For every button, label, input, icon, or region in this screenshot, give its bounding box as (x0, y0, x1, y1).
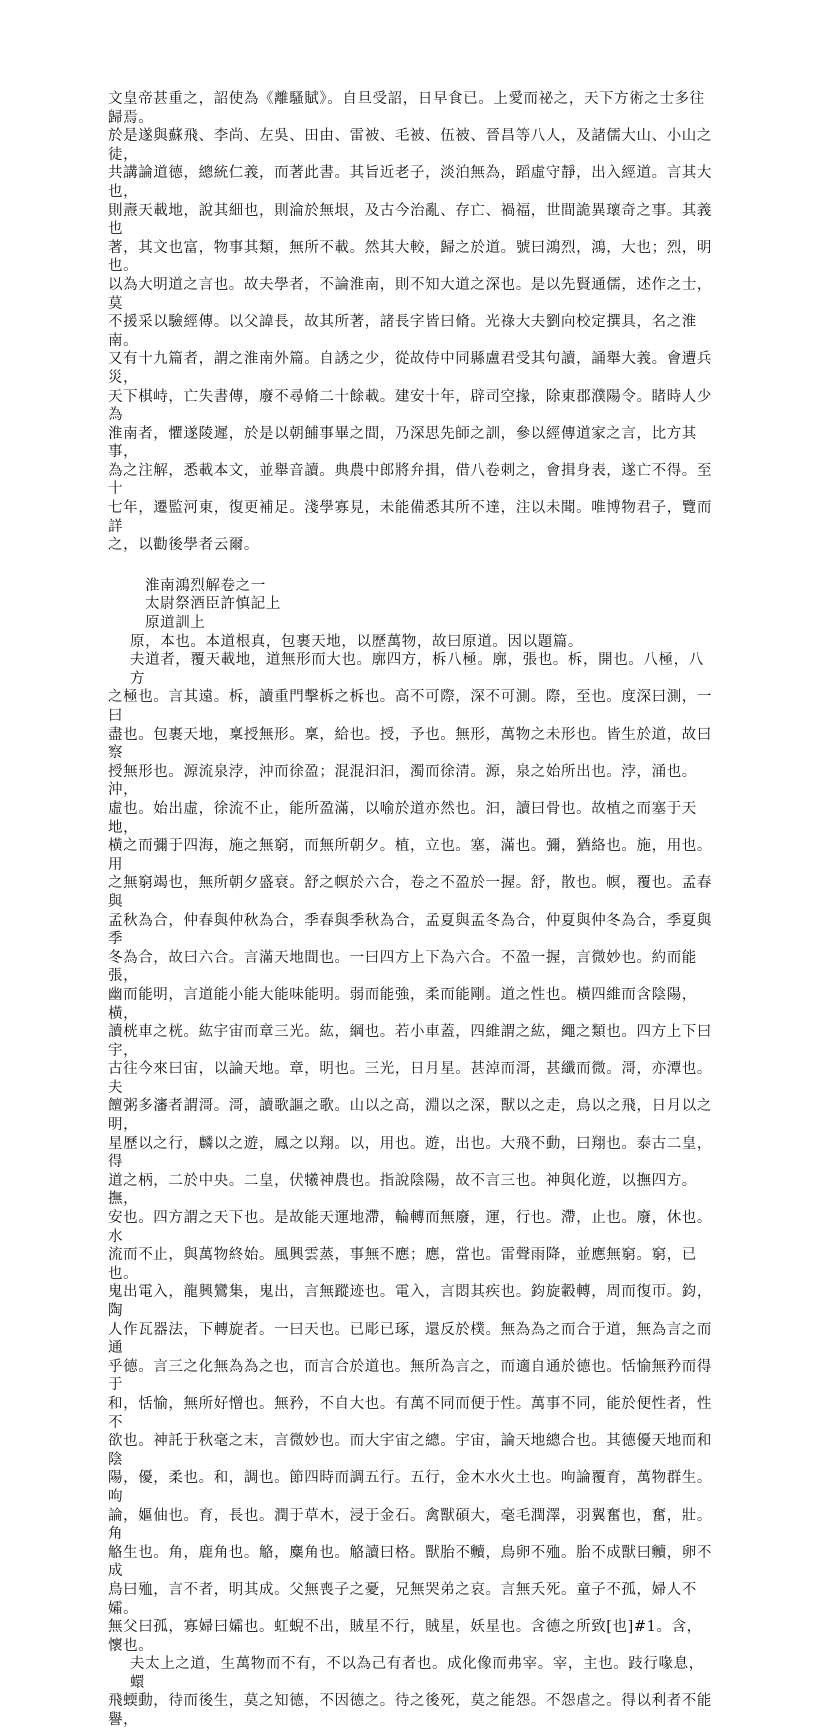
body-line: 授無形也。源流泉浡，沖而徐盈；混混汩汩，濁而徐清。源，泉之始所出也。浡，涌也。沖， (108, 763, 697, 799)
preface-line: 天下棋峙，亡失書傳，廢不尋脩二十餘載。建安十年，辟司空掾，除東郡濮陽令。睹時人少為 (108, 388, 712, 424)
body-line: 論，嫗伷也。育，長也。潤于草木，浸于金石。禽獸碩大，毫毛潤澤，羽翼奮也，奮，壯。角 (108, 1507, 712, 1543)
body-line: 孟秋為合，仲春與仲秋為合，季春與季秋為合，孟夏與孟冬為合，仲夏與仲冬為合，季夏與季 (108, 912, 712, 948)
body-line: 人作瓦器法，下轉旋者。一曰天也。已彫已琢，還反於樸。無為為之而合于道，無為言之而通 (108, 1321, 712, 1357)
body-line: 虛也。始出虛，徐流不止，能所盈滿，以喻於道亦然也。汩，讀曰骨也。故植之而塞于天地， (108, 800, 697, 836)
preface-line: 為之注解，悉載本文，並舉音讀。典農中郎將弁揖，借八卷刺之，會揖身表，遂亡不得。至十 (108, 462, 712, 498)
preface-line: 之，以勸後學者云爾。 (108, 537, 259, 554)
body-line: 夫道者，覆天載地，道無形而大也。廓四方，柝八極。廓，張也。柝，開也。八極，八方 (130, 652, 704, 687)
body-text (108, 633, 713, 1730)
book-title-heading: 淮南鴻烈解卷之一 (145, 577, 266, 594)
body-line: 流而不止，與萬物終始。風興雲蒸，事無不應；應，當也。雷聲雨降，並應無窮。窮，已也。 (108, 1247, 697, 1282)
body-line: 幽而能明，言道能小能大能味能明。弱而能強，柔而能剛。道之性也。橫四維而含陰陽，橫， (108, 986, 697, 1022)
body-line: 讀桄車之桄。紘宇宙而章三光。紘，綱也。若小車蓋，四維謂之紘，繩之類也。四方上下曰宇， (108, 1024, 712, 1059)
body-line: 欲也。神託于秋毫之末，言微妙也。而大宇宙之總。宇宙，論天地總合也。其德優天地而和陰 (108, 1433, 712, 1468)
body-line: 觡生也。角，鹿角也。觡，麋角也。觡讀曰格。獸胎不贕，鳥卵不殈。胎不成獸曰贕，卵不成 (108, 1544, 712, 1580)
body-line: 夫太上之道，生萬物而不有，不以為己有者也。成化像而弗宰。宰，主也。跂行喙息，蠉 (130, 1656, 704, 1691)
body-line: 鬼出電入，龍興鸞集，鬼出，言無蹤迹也。電入，言悶其疾也。鈞旋轂轉，周而復帀。鈞，陶 (108, 1284, 712, 1319)
preface-line: 則燾天載地，說其細也，則淪於無垠，及古今治亂、存亡、禍福，世間詭異瓌奇之事。其義也 (108, 202, 712, 238)
body-line: 冬為合，故曰六合。言滿天地間也。一曰四方上下為六合。不盈一握，言微妙也。約而能張， (108, 949, 697, 985)
preface-line: 於是遂與蘇飛、李尚、左吳、田由、雷被、毛被、伍被、晉昌等八人，及諸儒大山、小山之徒， (108, 128, 712, 163)
author-heading: 太尉祭酒臣許慎記上 (145, 596, 281, 613)
document-page (108, 90, 713, 1730)
body-line: 原，本也。本道根真，包裹天地，以歷萬物，故曰原道。因以題篇。 (130, 633, 583, 650)
body-line: 之極也。言其遠。柝，讀重門擊柝之柝也。高不可際，深不可測。際，至也。度深曰測，一曰 (108, 689, 712, 724)
preface-line: 不援采以驗經傳。以父諱長，故其所著，諸長字皆曰脩。光祿大夫劉向校定撰具，名之淮南。 (108, 314, 697, 349)
body-line: 安也。四方謂之天下也。是故能天運地滯，輪轉而無廢，運，行也。滯，止也。廢，休也。水 (108, 1210, 712, 1245)
preface-line: 淮南者，懼遂陵遲，於是以朝餔事畢之間，乃深思先師之訓，參以經傳道家之言，比方其事， (108, 425, 697, 461)
preface-line: 七年，遷監河東，復更補足。淺學寡見，未能備悉其所不達，注以未聞。唯博物君子，覽而詳 (108, 500, 712, 535)
preface-paragraph (108, 90, 713, 555)
body-line: 無父曰孤，寡婦曰孀也。虹蜺不出，賊星不行，賊星，妖星也。含德之所致[也]#1。含，懷也。 (108, 1619, 702, 1654)
chapter-headings (108, 577, 713, 633)
preface-line: 又有十九篇者，謂之淮南外篇。自誘之少，從故侍中同縣盧君受其句讀，誦舉大義。會遭兵災， (108, 351, 712, 386)
body-line: 盡也。包裹天地，稟授無形。稟，給也。授，予也。無形，萬物之未形也。皆生於道，故曰察 (108, 726, 712, 762)
body-line: 饘粥多瀋者謂滒。滒，讀歌謳之歌。山以之高，淵以之深，獸以之走，鳥以之飛，日月以之明， (108, 1098, 712, 1134)
body-line: 道之柄，二於中央。二皇，伏犧神農也。指說陰陽，故不言三也。神與化遊，以撫四方。撫， (108, 1172, 697, 1208)
preface-line: 文皇帝甚重之，詔使為《離騷賦》。自旦受詔，日早食已。上愛而祕之，天下方術之士多往歸焉。 (108, 91, 705, 126)
preface-line: 共講論道德，總統仁義，而著此書。其旨近老子，淡泊無為，蹈虛守靜，出入經道。言其大也， (108, 165, 712, 200)
paragraph-gap (108, 555, 713, 577)
body-line: 古往今來曰宙，以論天地。章，明也。三光，日月星。甚淖而滒，甚纖而微。滒，亦潭也。夫 (108, 1061, 712, 1096)
body-line: 橫之而彌于四海，施之無窮，而無所朝夕。植，立也。塞，滿也。彌，猶絡也。施，用也。用 (108, 838, 712, 873)
body-line: 星歷以之行，麟以之遊，鳳之以翔。以，用也。遊，出也。大飛不動，曰翔也。泰古二皇，得 (108, 1135, 712, 1171)
preface-line: 著，其文也富，物事其類，無所不載。然其大較，歸之於道。號曰鴻烈，鴻，大也；烈，明也。 (108, 239, 712, 275)
body-line: 和，恬愉，無所好憎也。無矜，不自大也。有萬不同而便于性。萬事不同，能於便性者，性不 (108, 1395, 712, 1431)
preface-line: 以為大明道之言也。故夫學者，不論淮南，則不知大道之深也。是以先賢通儒，述作之士，莫 (108, 276, 712, 312)
body-line: 飛蝡動，待而後生，莫之知德，不因德之。待之後死，莫之能怨。不怨虐之。得以利者不能譽， (108, 1693, 712, 1729)
body-line: 乎德。言三之化無為為之也，而言合於道也。無所為言之，而適自通於德也。恬愉無矜而得于 (108, 1358, 712, 1394)
body-line: 陽，優，柔也。和，調也。節四時而調五行。五行，金木水火土也。呴論覆育，萬物群生。呴 (108, 1470, 712, 1505)
chapter-heading: 原道訓上 (145, 615, 206, 632)
body-line: 鳥曰殈，言不者，明其成。父無喪子之憂，兄無哭弟之哀。言無夭死。童子不孤，婦人不孀。 (108, 1581, 697, 1617)
body-line: 之無窮竭也，無所朝夕盛衰。舒之幎於六合，卷之不盈於一握。舒，散也。幎，覆也。孟春與 (108, 875, 712, 910)
